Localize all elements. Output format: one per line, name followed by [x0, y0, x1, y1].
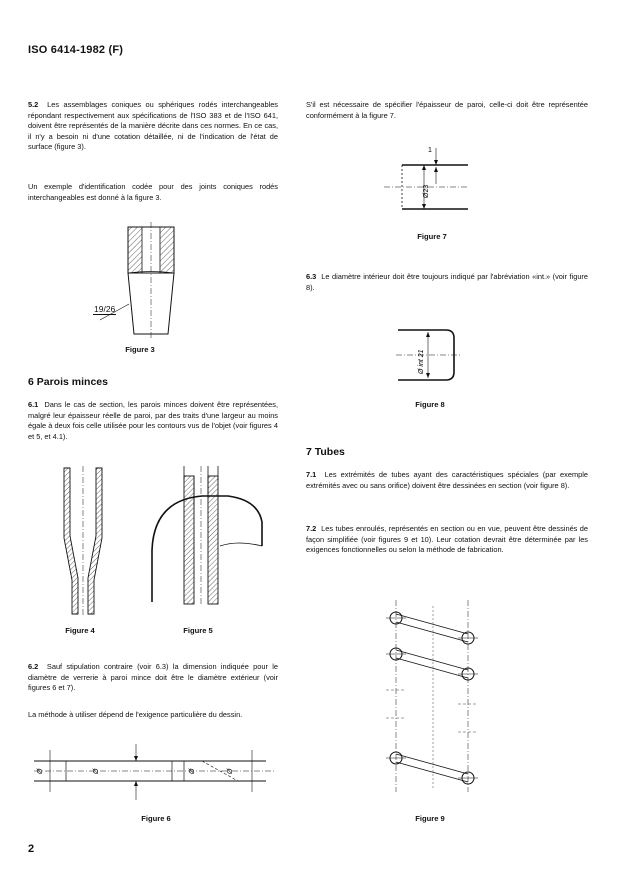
paragraph-number: 5.2 [28, 100, 39, 109]
paragraph-6-3 [306, 272, 588, 293]
figure-8-caption: Figure 8 [415, 400, 445, 409]
svg-text:Ø: Ø [189, 768, 196, 774]
paragraph-number: 6.1 [28, 400, 39, 409]
paragraph-number: 6.2 [28, 662, 39, 671]
paragraph-text: Le diamètre intérieur doit être toujours indiqué par l'abréviation «int.» (voir figure 8). [306, 272, 589, 292]
paragraph-number: 7.1 [306, 470, 317, 479]
paragraph-6-2 [28, 662, 278, 694]
figure-3-label: 19/26 [94, 304, 116, 314]
figure-5-caption: Figure 5 [183, 626, 213, 635]
figure-7-caption: Figure 7 [417, 232, 447, 241]
paragraph-6-2-method: La méthode à utiliser dépend de l'exigence particulière du dessin. [28, 710, 243, 719]
figure-8-dim: Ø int 21 [418, 349, 425, 374]
svg-text:Ø: Ø [93, 768, 100, 774]
paragraph-5-2 [28, 100, 278, 153]
section-6-title: 6 Parois minces [28, 376, 108, 388]
svg-text:Ø: Ø [227, 768, 234, 774]
paragraph-text: Dans le cas de section, les parois minces doivent être représentées, malgré leur épaisseur réelle de paroi, par des traits d'une largeur au moins égale à deux fois celle utilisée pour les contours vus de l'objet (voir figures 4 et 5, et 4.1). [28, 400, 279, 441]
paragraph-6-1 [28, 400, 278, 442]
section-7-title: 7 Tubes [306, 446, 345, 458]
figure-9-drawing [378, 600, 490, 792]
paragraph-5-2-example: Un exemple d'identification codée pour des joints coniques rodés interchangeables est donné à la figure 3. [28, 182, 278, 202]
paragraph-number: 6.3 [306, 272, 317, 281]
figure-4-caption: Figure 4 [65, 626, 95, 635]
figure-8-drawing [396, 328, 460, 384]
paragraph-number: 7.2 [306, 524, 317, 533]
figure-9-caption: Figure 9 [415, 814, 445, 823]
figure-4-drawing [60, 466, 106, 616]
figure-6-caption: Figure 6 [141, 814, 171, 823]
figure-7-dim: Ø23 [423, 184, 430, 198]
page-number: 2 [28, 843, 35, 855]
paragraph-7-1 [306, 470, 588, 491]
figure-6-drawing [34, 742, 278, 804]
svg-text:Ø: Ø [37, 768, 44, 774]
paragraph-text: Les extrémités de tubes ayant des caractéristiques spéciales (par exemple extrémités avec ou sans orifice) doivent être dessinées en section (voir figure 8). [306, 470, 588, 490]
figure-7-tick: 1 [428, 147, 432, 154]
paragraph-text: Sauf stipulation contraire (voir 6.3) la dimension indiquée pour le diamètre de verrerie à paroi mince doit être le diamètre extérieur (voir figures 6 et 7). [28, 662, 278, 693]
figure-7-drawing [384, 144, 468, 220]
document-header: ISO 6414-1982 (F) [28, 44, 124, 56]
paragraph-wall-thickness: S'il est nécessaire de spécifier l'épaisseur de paroi, celle-ci doit être représentée conformément à la figure 7. [306, 100, 588, 120]
figure-3-caption: Figure 3 [125, 345, 155, 354]
paragraph-7-2 [306, 524, 588, 556]
figure-5-drawing [146, 466, 266, 606]
figure-3-drawing [80, 222, 200, 340]
paragraph-text: Les assemblages coniques ou sphériques rodés interchangeables répondant respectivement aux spécifications de l'ISO 383 et de l'ISO 641, doivent être représentés de la manière décrite dans ces normes. En ce cas, il n'y a besoin ni d'une cotation détaillée, ni de l'indication de l'état de surface (figure 3). [28, 100, 279, 152]
paragraph-text: Les tubes enroulés, représentés en section ou en vue, peuvent être dessinés de façon simplifiée (voir figures 9 et 10). Leur cotation devrait être déterminée par les exigences fonctionnelles ou selon la méthode de fabrication. [306, 524, 589, 555]
